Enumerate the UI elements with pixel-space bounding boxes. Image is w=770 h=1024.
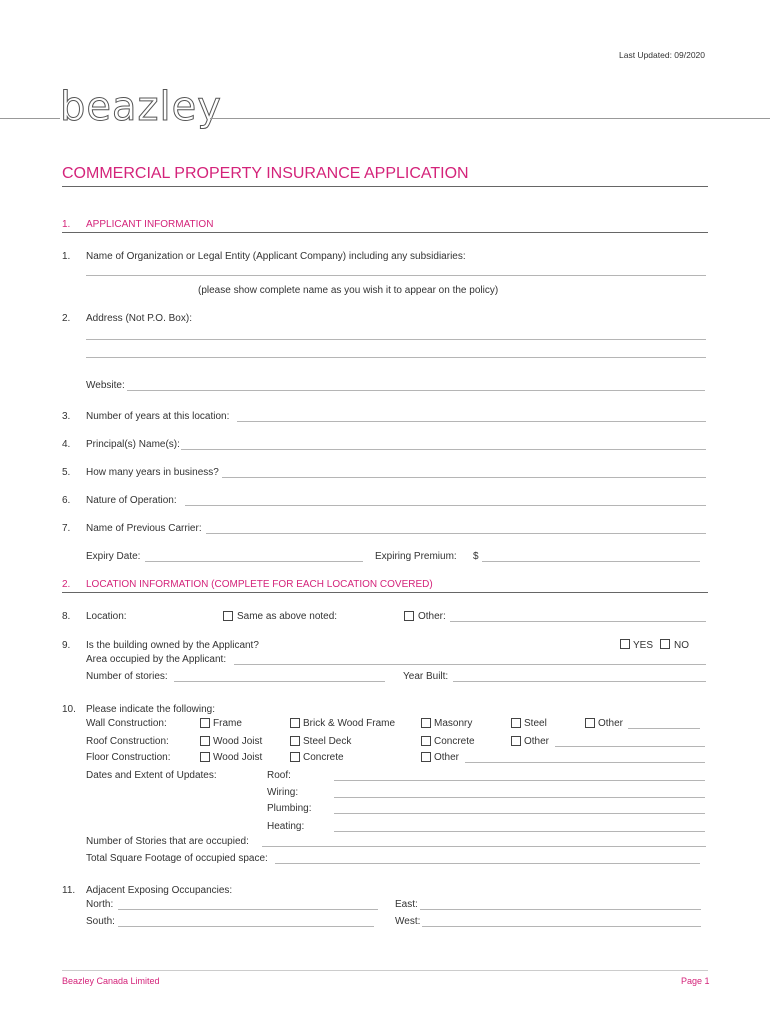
roof-woodjoist-checkbox[interactable] bbox=[200, 736, 210, 746]
west-label: West: bbox=[395, 916, 421, 927]
total-sqft-label: Total Square Footage of occupied space: bbox=[86, 853, 268, 864]
updates-label: Dates and Extent of Updates: bbox=[86, 770, 217, 781]
q7-carrier-field[interactable] bbox=[206, 533, 706, 534]
wall-steel-checkbox[interactable] bbox=[511, 718, 521, 728]
footer-rule bbox=[62, 970, 708, 971]
floor-other-field[interactable] bbox=[465, 762, 705, 763]
owned-no-checkbox[interactable] bbox=[660, 639, 670, 649]
roof-concrete-checkbox[interactable] bbox=[421, 736, 431, 746]
updates-wiring-field[interactable] bbox=[334, 797, 705, 798]
q6-number: 6. bbox=[62, 495, 71, 506]
roof-woodjoist-label: Wood Joist bbox=[213, 736, 263, 747]
owned-yes-label: YES bbox=[633, 640, 654, 651]
q2-number: 2. bbox=[62, 313, 71, 324]
wall-frame-label: Frame bbox=[213, 718, 242, 729]
roof-steeldeck-label: Steel Deck bbox=[303, 736, 352, 747]
location-other-label: Other: bbox=[418, 611, 446, 622]
q4-number: 4. bbox=[62, 439, 71, 450]
location-other-checkbox[interactable] bbox=[404, 611, 414, 621]
section-2-number: 2. bbox=[62, 579, 71, 590]
wall-masonry-checkbox[interactable] bbox=[421, 718, 431, 728]
wall-other-label: Other bbox=[598, 718, 624, 729]
section-1-number: 1. bbox=[62, 219, 71, 230]
section-1-title: APPLICANT INFORMATION bbox=[86, 219, 214, 230]
section-2-rule bbox=[62, 592, 708, 593]
q7-premium-label: Expiring Premium: bbox=[375, 551, 457, 562]
roof-other-field[interactable] bbox=[555, 746, 705, 747]
area-occupied-label: Area occupied by the Applicant: bbox=[86, 654, 227, 665]
q7-currency: $ bbox=[473, 551, 479, 562]
footer-page: Page 1 bbox=[681, 976, 710, 986]
floor-concrete-label: Concrete bbox=[303, 752, 344, 763]
location-other-field[interactable] bbox=[450, 621, 706, 622]
q6-field[interactable] bbox=[185, 505, 706, 506]
roof-other-label: Other bbox=[524, 736, 550, 747]
q9-number: 9. bbox=[62, 640, 71, 651]
floor-woodjoist-checkbox[interactable] bbox=[200, 752, 210, 762]
stories-occupied-field[interactable] bbox=[262, 846, 706, 847]
q7-expiry-label: Expiry Date: bbox=[86, 551, 141, 562]
same-as-above-checkbox[interactable] bbox=[223, 611, 233, 621]
q1-number: 1. bbox=[62, 251, 71, 262]
north-label: North: bbox=[86, 899, 114, 910]
footer-company: Beazley Canada Limited bbox=[62, 976, 160, 986]
q10-number: 10. bbox=[62, 704, 76, 715]
east-field[interactable] bbox=[420, 909, 701, 910]
updates-roof-field[interactable] bbox=[334, 780, 705, 781]
q3-field[interactable] bbox=[237, 421, 706, 422]
updates-heating-label: Heating: bbox=[267, 821, 305, 832]
q3-label: Number of years at this location: bbox=[86, 411, 230, 422]
q5-field[interactable] bbox=[222, 477, 706, 478]
updates-plumbing-field[interactable] bbox=[334, 813, 705, 814]
title-rule bbox=[62, 186, 708, 187]
area-occupied-field[interactable] bbox=[234, 664, 706, 665]
q2-address-field-2[interactable] bbox=[86, 357, 706, 358]
wall-brick-checkbox[interactable] bbox=[290, 718, 300, 728]
q11-number: 11. bbox=[62, 885, 76, 896]
q9-label: Is the building owned by the Applicant? bbox=[86, 640, 259, 651]
roof-other-checkbox[interactable] bbox=[511, 736, 521, 746]
q2-address-field-1[interactable] bbox=[86, 339, 706, 340]
q8-label: Location: bbox=[86, 611, 127, 622]
q1-note: (please show complete name as you wish it to appear on the policy) bbox=[198, 285, 499, 296]
q7-expiry-field[interactable] bbox=[145, 561, 363, 562]
updates-heating-field[interactable] bbox=[334, 831, 705, 832]
wall-steel-label: Steel bbox=[524, 718, 547, 729]
west-field[interactable] bbox=[422, 926, 701, 927]
q2-website-field[interactable] bbox=[127, 390, 705, 391]
owned-yes-checkbox[interactable] bbox=[620, 639, 630, 649]
q1-label: Name of Organization or Legal Entity (Applicant Company) including any subsidiaries: bbox=[86, 251, 466, 262]
section-1-rule bbox=[62, 232, 708, 233]
stories-field[interactable] bbox=[174, 681, 385, 682]
south-label: South: bbox=[86, 916, 115, 927]
updates-wiring-label: Wiring: bbox=[267, 787, 299, 798]
floor-construction-label: Floor Construction: bbox=[86, 752, 171, 763]
last-updated: Last Updated: 09/2020 bbox=[619, 50, 706, 60]
q10-label: Please indicate the following: bbox=[86, 704, 215, 715]
stories-occupied-label: Number of Stories that are occupied: bbox=[86, 836, 249, 847]
wall-brick-label: Brick & Wood Frame bbox=[303, 718, 396, 729]
section-2-title: LOCATION INFORMATION (COMPLETE FOR EACH LOCATION COVERED) bbox=[86, 579, 433, 590]
wall-other-field[interactable] bbox=[628, 728, 700, 729]
q2-website-label: Website: bbox=[86, 380, 125, 391]
beazley-logo: beazley bbox=[60, 84, 222, 130]
floor-concrete-checkbox[interactable] bbox=[290, 752, 300, 762]
roof-steeldeck-checkbox[interactable] bbox=[290, 736, 300, 746]
q7-premium-field[interactable] bbox=[482, 561, 700, 562]
floor-other-checkbox[interactable] bbox=[421, 752, 431, 762]
page-title: COMMERCIAL PROPERTY INSURANCE APPLICATION bbox=[62, 165, 469, 182]
q7-number: 7. bbox=[62, 523, 71, 534]
owned-no-label: NO bbox=[674, 640, 689, 651]
year-built-label: Year Built: bbox=[403, 671, 449, 682]
logo-rule-right bbox=[210, 118, 770, 119]
floor-woodjoist-label: Wood Joist bbox=[213, 752, 263, 763]
east-label: East: bbox=[395, 899, 418, 910]
south-field[interactable] bbox=[118, 926, 374, 927]
q5-number: 5. bbox=[62, 467, 71, 478]
roof-construction-label: Roof Construction: bbox=[86, 736, 169, 747]
wall-construction-label: Wall Construction: bbox=[86, 718, 167, 729]
q1-name-field[interactable] bbox=[86, 275, 706, 276]
floor-other-label: Other bbox=[434, 752, 460, 763]
q5-label: How many years in business? bbox=[86, 467, 219, 478]
q2-label: Address (Not P.O. Box): bbox=[86, 313, 192, 324]
q8-number: 8. bbox=[62, 611, 71, 622]
q4-field[interactable] bbox=[181, 449, 706, 450]
wall-other-checkbox[interactable] bbox=[585, 718, 595, 728]
roof-concrete-label: Concrete bbox=[434, 736, 475, 747]
year-built-field[interactable] bbox=[453, 681, 706, 682]
q6-label: Nature of Operation: bbox=[86, 495, 177, 506]
q7-label: Name of Previous Carrier: bbox=[86, 523, 202, 534]
q4-label: Principal(s) Name(s): bbox=[86, 439, 180, 450]
q3-number: 3. bbox=[62, 411, 71, 422]
same-as-above-label: Same as above noted: bbox=[237, 611, 338, 622]
updates-plumbing-label: Plumbing: bbox=[267, 803, 312, 814]
wall-masonry-label: Masonry bbox=[434, 718, 473, 729]
q11-label: Adjacent Exposing Occupancies: bbox=[86, 885, 233, 896]
north-field[interactable] bbox=[118, 909, 378, 910]
wall-frame-checkbox[interactable] bbox=[200, 718, 210, 728]
logo-rule-left bbox=[0, 118, 60, 119]
stories-label: Number of stories: bbox=[86, 671, 168, 682]
updates-roof-label: Roof: bbox=[267, 770, 291, 781]
total-sqft-field[interactable] bbox=[275, 863, 700, 864]
